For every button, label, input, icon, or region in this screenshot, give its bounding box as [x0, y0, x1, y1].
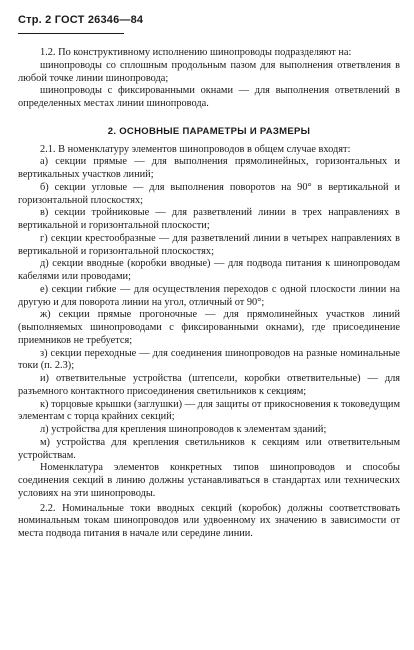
list-item-d: д) секции вводные (коробки вводные) — для подвода питания к шинопроводам кабелями или проводами; [18, 258, 400, 282]
paragraph-windowed-busways: шинопроводы с фиксированными окнами — для выполнения ответвлений в определенных местах линии шинопровода. [18, 85, 400, 109]
paragraph-slotted-busways: шинопроводы со сплошным продольным пазом для выполнения ответвления в любой точке линии шинопровода; [18, 59, 400, 84]
list-item-m: м) устройства для крепления светильников к секциям или ответвительным устройствам. [18, 436, 400, 461]
list-item-b: б) секции угловые — для выполнения поворотов на 90° в вертикальной и горизонтальной плоскостях; [18, 181, 400, 206]
paragraph-2-2: 2.2. Номинальные токи вводных секций (коробок) должны соответствовать номинальным токам шинопроводов или удвоенному их значению в зависимости от места подвода питания в начале или середине линии. [18, 502, 400, 539]
section-heading: 2. ОСНОВНЫЕ ПАРАМЕТРЫ И РАЗМЕРЫ [107, 125, 311, 137]
page-header: Стр. 2 ГОСТ 26346—84 [18, 14, 144, 26]
paragraph-2-1: 2.1. В номенклатуру элементов шинопроводов в общем случае входят: [40, 143, 351, 155]
list-item-zh: ж) секции прямые прогоночные — для прямолинейных участков линий (выполняемых шинопроводами с фиксированными окнами), где присоединение приемников не требуется; [18, 309, 400, 346]
list-item-v: в) секции тройниковые — для разветвлений линии в трех направлениях в вертикальной и горизонтальной плоскости; [18, 207, 400, 231]
paragraph-1-2: 1.2. По конструктивному исполнению шинопроводы подразделяют на: [40, 47, 352, 58]
paragraph-nomenclature-note: Номенклатура элементов конкретных типов шинопроводов и способы соединения секций в линию должны устанавливаться в стандартах или технических условиях на эти шинопроводы. [18, 462, 400, 499]
list-item-a: а) секции прямые — для выполнения прямолинейных, горизонтальных и вертикальных участков линий; [18, 156, 400, 180]
list-item-z: з) секции переходные — для соединения шинопроводов на разные номинальные токи (п. 2.3); [18, 347, 400, 372]
header-rule [18, 33, 124, 34]
list-item-l: л) устройства для крепления шинопроводов к элементам зданий; [40, 424, 327, 435]
list-item-i: и) ответвительные устройства (штепсели, коробки ответвительные) — для разъемного контактного присоединения светильников к секциям; [18, 373, 400, 397]
list-item-g: г) секции крестообразные — для разветвлений линии в четырех направлениях в вертикальной и горизонтальной плоскостях; [18, 232, 400, 257]
list-item-e: е) секции гибкие — для осуществления переходов с одной плоскости линии на другую и для поворота линии на угол, отличный от 90°; [18, 283, 400, 308]
document-body [18, 47, 400, 541]
list-item-k: к) торцовые крышки (заглушки) — для защиты от прикосновения к токоведущим элементам с торца крайних секций; [18, 398, 400, 423]
